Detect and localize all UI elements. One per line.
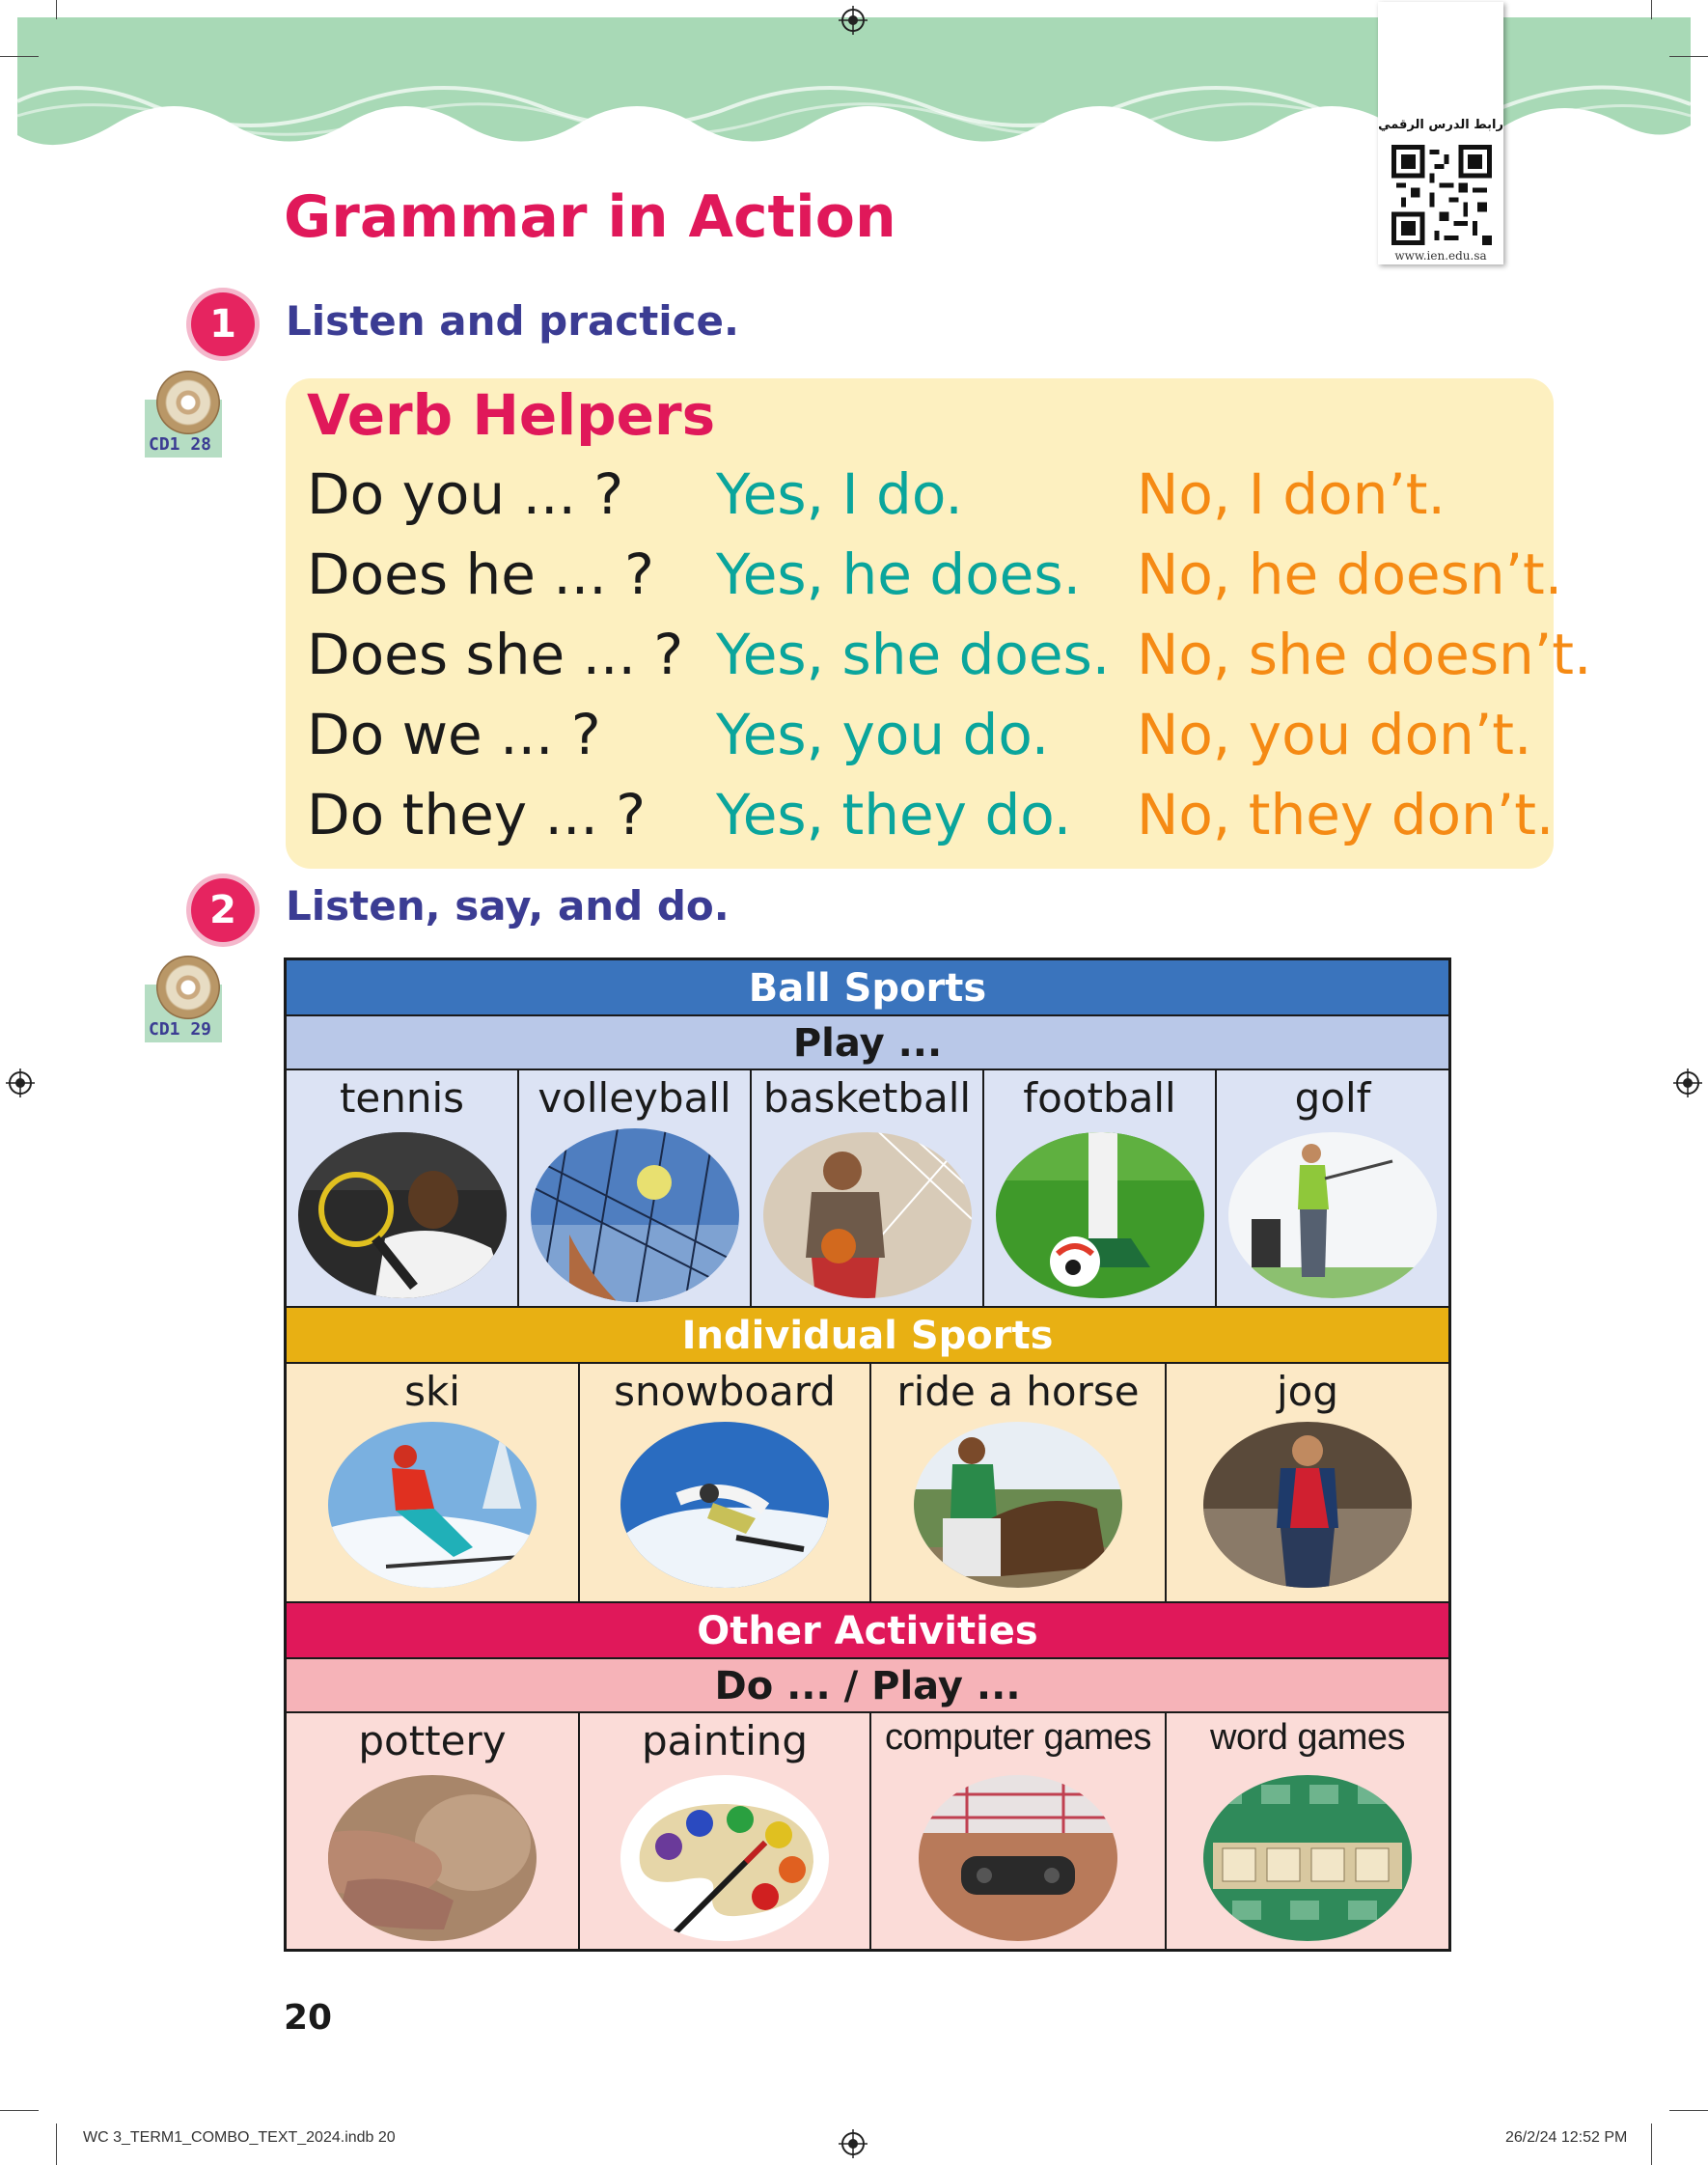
- crop-mark: [1669, 56, 1708, 57]
- sport-cell-football[interactable]: [984, 1070, 1217, 1306]
- cd-icon: [156, 956, 220, 1019]
- activity-label: pottery: [358, 1717, 507, 1764]
- no-answer: No, he doesn’t.: [1137, 541, 1563, 607]
- football-photo-icon: [996, 1132, 1204, 1298]
- individual-sports-row: [287, 1364, 1448, 1603]
- other-activities-subheader: Do ... / Play ...: [287, 1659, 1448, 1713]
- qr-card[interactable]: [1378, 2, 1503, 264]
- cd-icon: [156, 371, 220, 434]
- crop-mark: [56, 2123, 57, 2165]
- word-tiles-photo-icon: [1203, 1775, 1412, 1941]
- sport-cell-golf[interactable]: [1217, 1070, 1448, 1306]
- individual-sports-header: Individual Sports: [287, 1308, 1448, 1364]
- footer-file-info: WC 3_TERM1_COMBO_TEXT_2024.indb 20: [83, 2129, 396, 2146]
- no-answer: No, you don’t.: [1137, 702, 1532, 767]
- activity-instruction: Listen and practice.: [286, 297, 739, 345]
- ball-sports-subheader: Play ...: [287, 1016, 1448, 1070]
- registration-mark-icon: [6, 1069, 35, 1097]
- question: Do we ... ?: [307, 702, 601, 767]
- no-answer: No, they don’t.: [1137, 782, 1555, 847]
- qr-url[interactable]: www.ien.edu.sa: [1394, 249, 1487, 263]
- sport-cell-ride-a-horse[interactable]: [871, 1364, 1167, 1601]
- verb-helpers-panel: [286, 378, 1592, 869]
- basketball-photo-icon: [763, 1132, 972, 1298]
- cd-track-label: CD1 29: [149, 1019, 212, 1040]
- sport-label: jog: [1276, 1368, 1339, 1415]
- registration-mark-icon: [839, 6, 868, 35]
- qr-code-icon: [1391, 145, 1492, 245]
- sport-cell-ski[interactable]: [287, 1364, 580, 1601]
- registration-mark-icon: [839, 2129, 868, 2158]
- crop-mark: [56, 0, 57, 19]
- question: Do they ... ?: [307, 782, 647, 847]
- sport-label: ride a horse: [896, 1368, 1140, 1415]
- game-controller-photo-icon: [919, 1775, 1117, 1941]
- tennis-photo-icon: [298, 1132, 507, 1298]
- registration-mark-icon: [1673, 1069, 1702, 1097]
- sport-cell-basketball[interactable]: [752, 1070, 984, 1306]
- sport-cell-volleyball[interactable]: [519, 1070, 752, 1306]
- sport-label: snowboard: [614, 1368, 836, 1415]
- activity-cell-computer-games[interactable]: [871, 1713, 1167, 1949]
- page-title: Grammar in Action: [284, 183, 896, 251]
- sport-label: football: [1023, 1074, 1176, 1122]
- yes-answer: Yes, he does.: [716, 541, 1082, 607]
- question: Does he ... ?: [307, 541, 654, 607]
- palette-photo-icon: [620, 1775, 829, 1941]
- activity-number-badge: 1: [191, 292, 255, 356]
- sport-label: basketball: [762, 1074, 972, 1122]
- verb-helpers-title: Verb Helpers: [307, 382, 716, 448]
- yes-answer: Yes, I do.: [716, 461, 963, 527]
- activity-instruction: Listen, say, and do.: [286, 882, 730, 930]
- sport-cell-jog[interactable]: [1167, 1364, 1448, 1601]
- no-answer: No, I don’t.: [1137, 461, 1446, 527]
- question: Do you ... ?: [307, 461, 624, 527]
- page-number: 20: [284, 1998, 333, 2038]
- horse-photo-icon: [914, 1422, 1122, 1588]
- crop-mark: [1651, 0, 1652, 19]
- crop-mark: [1669, 2110, 1708, 2111]
- yes-answer: Yes, you do.: [716, 702, 1050, 767]
- sports-table: [284, 958, 1451, 1952]
- golf-photo-icon: [1228, 1132, 1437, 1298]
- jog-photo-icon: [1203, 1422, 1412, 1588]
- yes-answer: Yes, they do.: [716, 782, 1072, 847]
- pottery-photo-icon: [328, 1775, 537, 1941]
- audio-cd-button[interactable]: [145, 371, 222, 465]
- ball-sports-header: Ball Sports: [287, 960, 1448, 1016]
- activity-label: painting: [641, 1717, 809, 1764]
- crop-mark: [1651, 2123, 1652, 2165]
- activity-label: word games: [1210, 1717, 1405, 1758]
- qr-label: رابط الدرس الرقمي: [1378, 118, 1503, 132]
- activity-cell-word-games[interactable]: [1167, 1713, 1448, 1949]
- volleyball-photo-icon: [531, 1128, 739, 1302]
- no-answer: No, she doesn’t.: [1137, 622, 1592, 687]
- ski-photo-icon: [328, 1422, 537, 1588]
- yes-answer: Yes, she does.: [716, 622, 1111, 687]
- ball-sports-row: [287, 1070, 1448, 1308]
- activity-label: computer games: [884, 1717, 1151, 1758]
- crop-mark: [0, 2110, 39, 2111]
- sport-label: volleyball: [537, 1074, 731, 1122]
- sport-label: ski: [404, 1368, 460, 1415]
- sport-cell-snowboard[interactable]: [580, 1364, 871, 1601]
- sport-label: tennis: [339, 1074, 465, 1122]
- sport-cell-tennis[interactable]: [287, 1070, 519, 1306]
- crop-mark: [0, 56, 39, 57]
- activity-cell-pottery[interactable]: [287, 1713, 580, 1949]
- footer-date: 26/2/24 12:52 PM: [1505, 2129, 1628, 2146]
- activity-number-badge: 2: [191, 878, 255, 942]
- question: Does she ... ?: [307, 622, 684, 687]
- other-activities-header: Other Activities: [287, 1603, 1448, 1659]
- sport-label: golf: [1294, 1074, 1371, 1122]
- cd-track-label: CD1 28: [149, 434, 212, 455]
- other-activities-row: [287, 1713, 1448, 1949]
- audio-cd-button[interactable]: [145, 956, 222, 1050]
- snowboard-photo-icon: [620, 1422, 829, 1588]
- activity-cell-painting[interactable]: [580, 1713, 871, 1949]
